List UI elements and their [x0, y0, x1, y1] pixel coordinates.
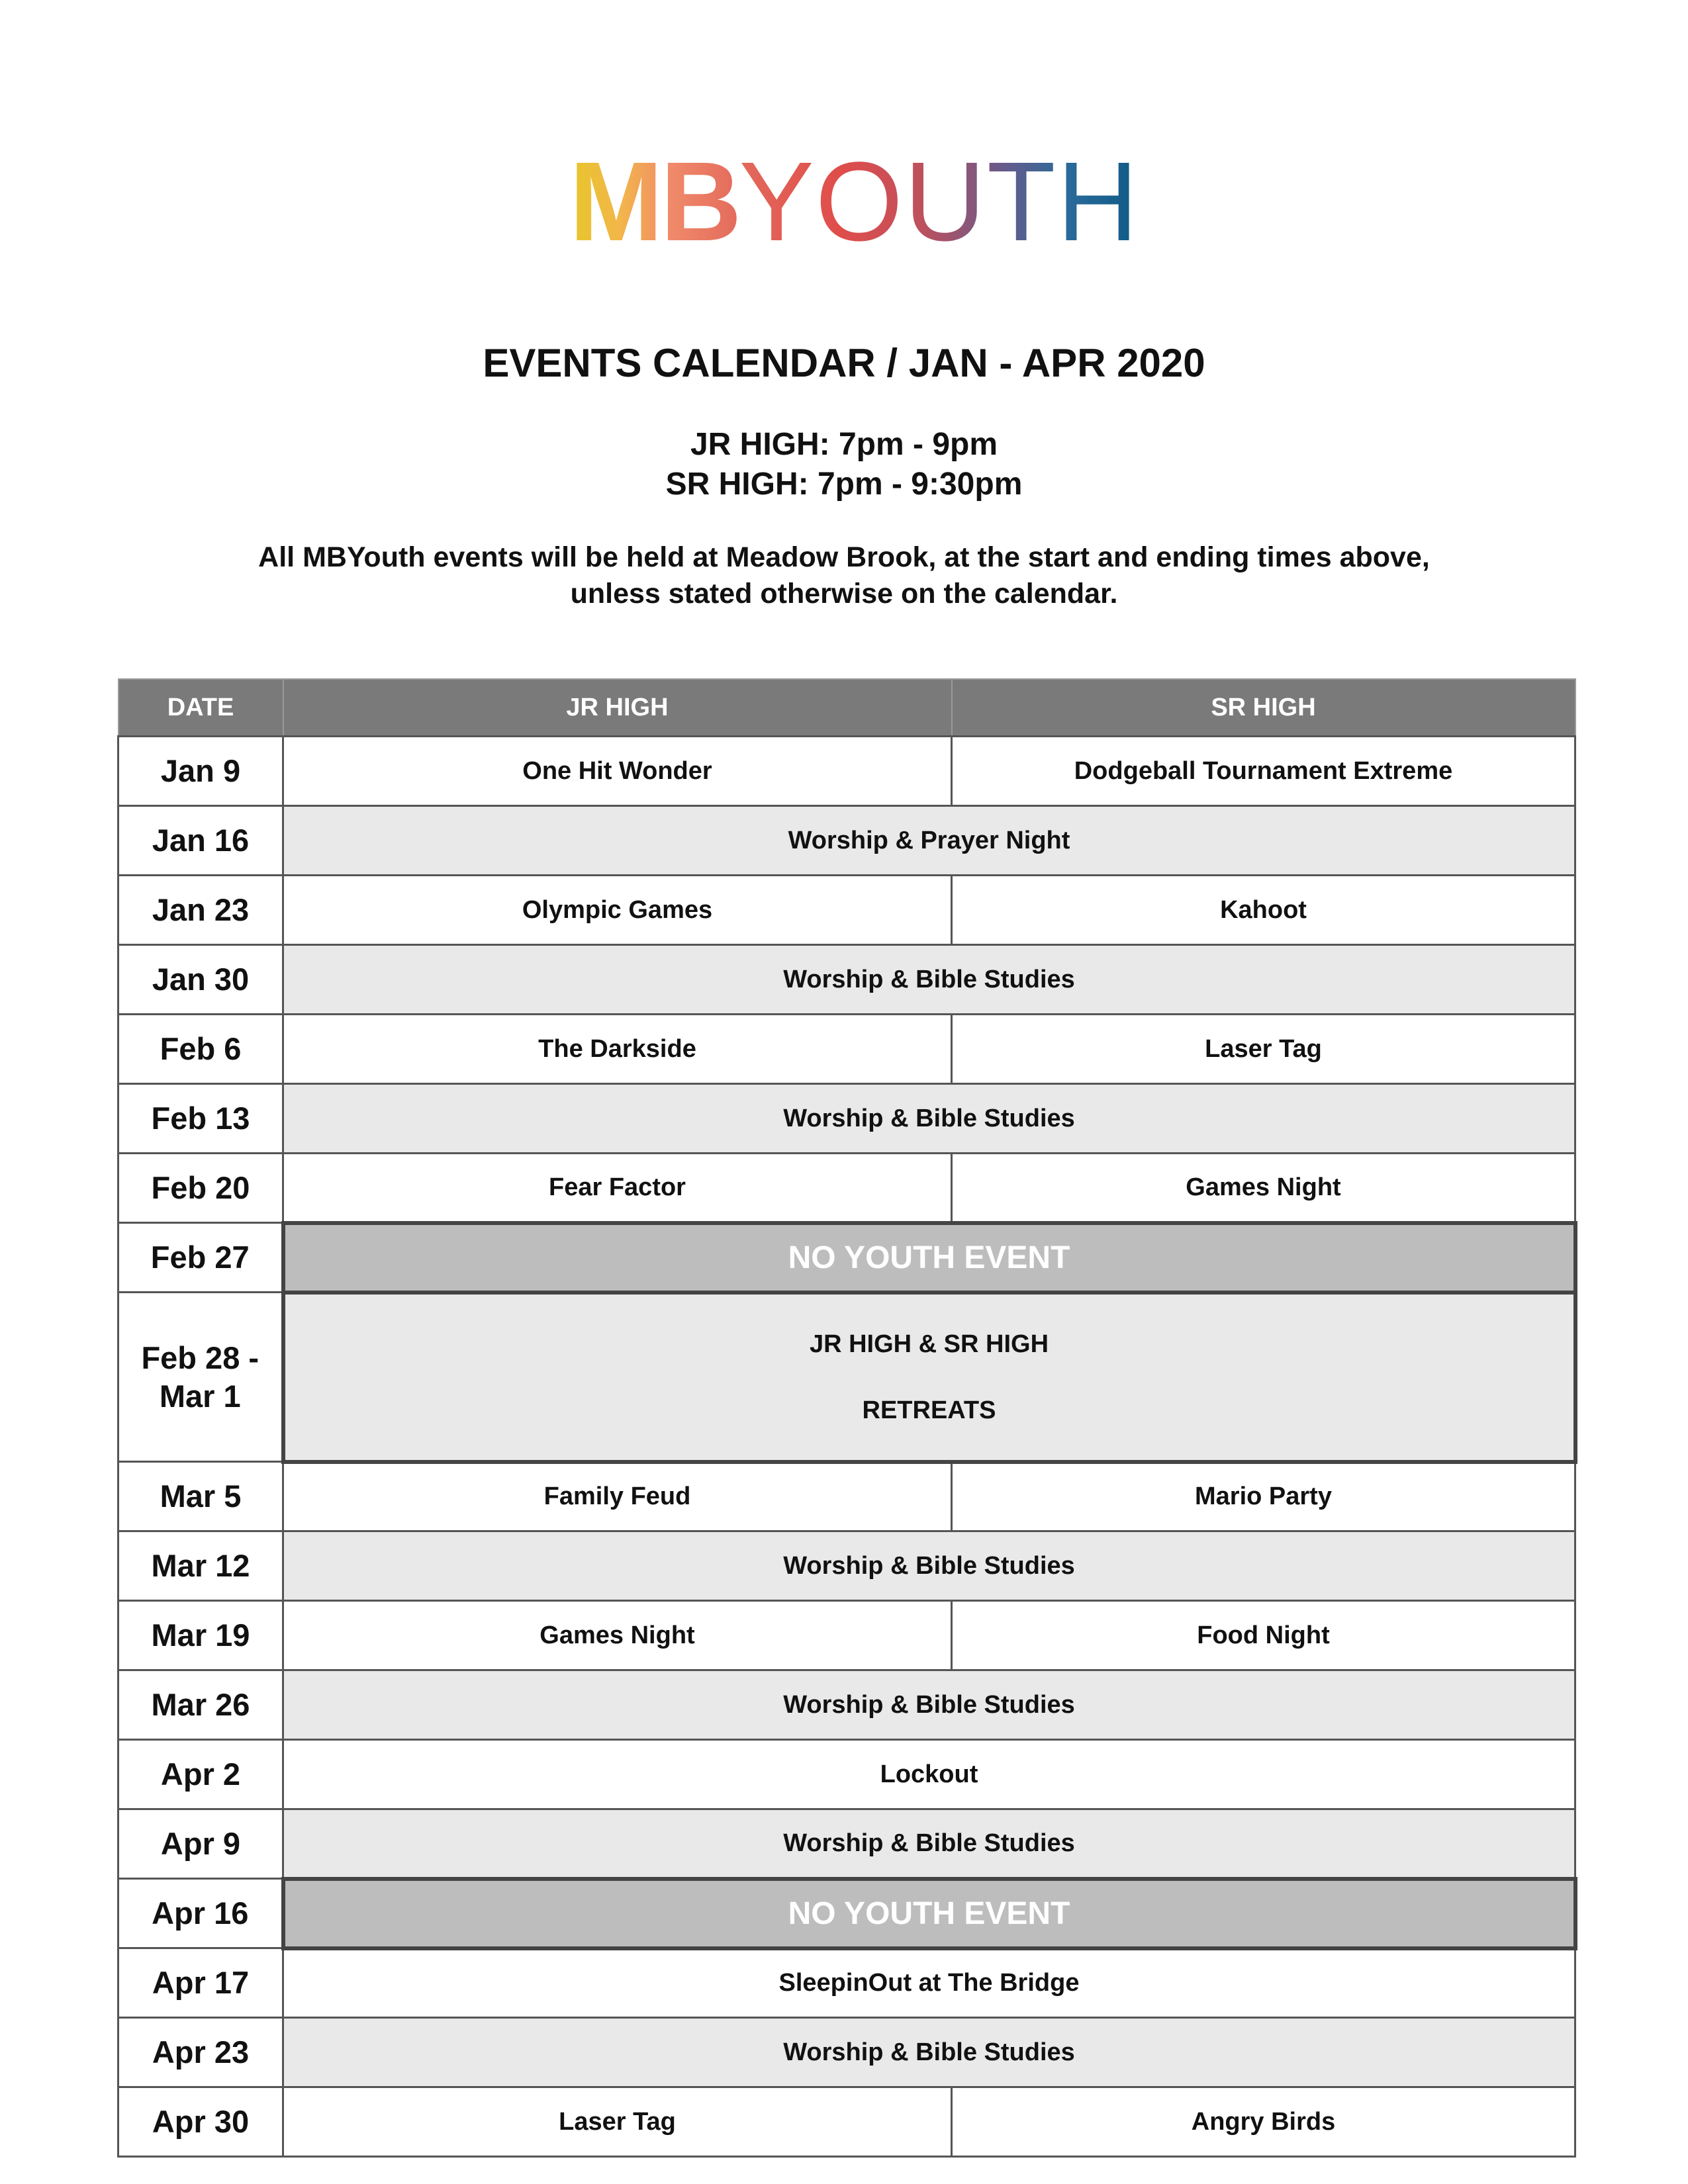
table-row	[118, 1670, 1575, 1740]
combined-event: Worship & Prayer Night	[283, 806, 1575, 876]
combined-event: Worship & Bible Studies	[283, 2018, 1575, 2087]
location-note-line-2: unless stated otherwise on the calendar.	[570, 578, 1118, 610]
sr-high-event: Laser Tag	[952, 1015, 1575, 1084]
combined-event: Worship & Bible Studies	[283, 1531, 1575, 1601]
row-date: Jan 9	[118, 737, 283, 806]
table-row	[118, 1601, 1575, 1670]
table-row	[118, 1223, 1575, 1293]
retreat-event	[283, 1293, 1575, 1462]
table-row	[118, 1879, 1575, 1948]
sr-high-event: Dodgeball Tournament Extreme	[952, 737, 1575, 806]
combined-event: Worship & Bible Studies	[283, 1084, 1575, 1154]
header-date: DATE	[118, 679, 283, 737]
table-row	[118, 1084, 1575, 1154]
jr-high-event: One Hit Wonder	[283, 737, 952, 806]
sr-high-event: Food Night	[952, 1601, 1575, 1670]
row-date: Mar 26	[118, 1670, 283, 1740]
table-row	[118, 1531, 1575, 1601]
row-date: Apr 2	[118, 1740, 283, 1809]
row-date: Apr 9	[118, 1809, 283, 1879]
table-row	[118, 806, 1575, 876]
row-date: Feb 20	[118, 1154, 283, 1223]
row-date	[118, 1293, 283, 1462]
table-row	[118, 1293, 1575, 1462]
sr-high-time: SR HIGH: 7pm - 9:30pm	[665, 467, 1023, 502]
table-header-row	[118, 679, 1575, 737]
row-date: Apr 16	[118, 1879, 283, 1948]
row-date-line-1: Feb 28 -	[141, 1340, 259, 1375]
table-row	[118, 1462, 1575, 1531]
jr-high-event: Fear Factor	[283, 1154, 952, 1223]
row-date: Jan 23	[118, 876, 283, 945]
jr-high-event: Laser Tag	[283, 2087, 952, 2157]
row-date: Apr 17	[118, 1948, 283, 2018]
jr-high-time: JR HIGH: 7pm - 9pm	[690, 427, 998, 462]
jr-high-event: Family Feud	[283, 1462, 952, 1531]
retreat-event-line-1: JR HIGH & SR HIGH	[809, 1330, 1049, 1358]
combined-event: SleepinOut at The Bridge	[283, 1948, 1575, 2018]
jr-high-event: Olympic Games	[283, 876, 952, 945]
row-date: Feb 13	[118, 1084, 283, 1154]
combined-event: Lockout	[283, 1740, 1575, 1809]
table-row	[118, 737, 1575, 806]
table-row	[118, 1740, 1575, 1809]
retreat-event-line-2: RETREATS	[862, 1396, 996, 1424]
table-row	[118, 876, 1575, 945]
table-row	[118, 2018, 1575, 2087]
location-note	[0, 539, 1688, 612]
row-date: Mar 19	[118, 1601, 283, 1670]
row-date: Feb 27	[118, 1223, 283, 1293]
jr-high-event: Games Night	[283, 1601, 952, 1670]
jr-high-event: The Darkside	[283, 1015, 952, 1084]
no-event-banner: NO YOUTH EVENT	[283, 1879, 1575, 1948]
logo-youth-text: YOUTH	[739, 139, 1140, 265]
row-date: Apr 23	[118, 2018, 283, 2087]
combined-event: Worship & Bible Studies	[283, 1809, 1575, 1879]
table-row	[118, 945, 1575, 1015]
header-jr-high: JR HIGH	[283, 679, 952, 737]
row-date: Feb 6	[118, 1015, 283, 1084]
row-date-line-2: Mar 1	[159, 1378, 241, 1414]
table-row	[118, 2087, 1575, 2157]
table-row	[118, 1948, 1575, 2018]
header-sr-high: SR HIGH	[952, 679, 1575, 737]
combined-event: Worship & Bible Studies	[283, 1670, 1575, 1740]
mbyouth-logo	[569, 139, 1140, 265]
sr-high-event: Kahoot	[952, 876, 1575, 945]
table-row	[118, 1015, 1575, 1084]
page-title: EVENTS CALENDAR / JAN - APR 2020	[483, 341, 1205, 385]
no-event-banner: NO YOUTH EVENT	[283, 1223, 1575, 1293]
row-date: Mar 5	[118, 1462, 283, 1531]
logo-mb-text: MB	[569, 139, 739, 265]
events-calendar-table	[117, 678, 1577, 2158]
location-note-line-1: All MBYouth events will be held at Meadow Brook, at the start and ending times above,	[258, 541, 1430, 573]
sr-high-event: Mario Party	[952, 1462, 1575, 1531]
table-row	[118, 1809, 1575, 1879]
sr-high-event: Angry Birds	[952, 2087, 1575, 2157]
sr-high-event: Games Night	[952, 1154, 1575, 1223]
event-times	[0, 425, 1688, 504]
row-date: Mar 12	[118, 1531, 283, 1601]
table-row	[118, 1154, 1575, 1223]
row-date: Jan 30	[118, 945, 283, 1015]
row-date: Apr 30	[118, 2087, 283, 2157]
combined-event: Worship & Bible Studies	[283, 945, 1575, 1015]
row-date: Jan 16	[118, 806, 283, 876]
